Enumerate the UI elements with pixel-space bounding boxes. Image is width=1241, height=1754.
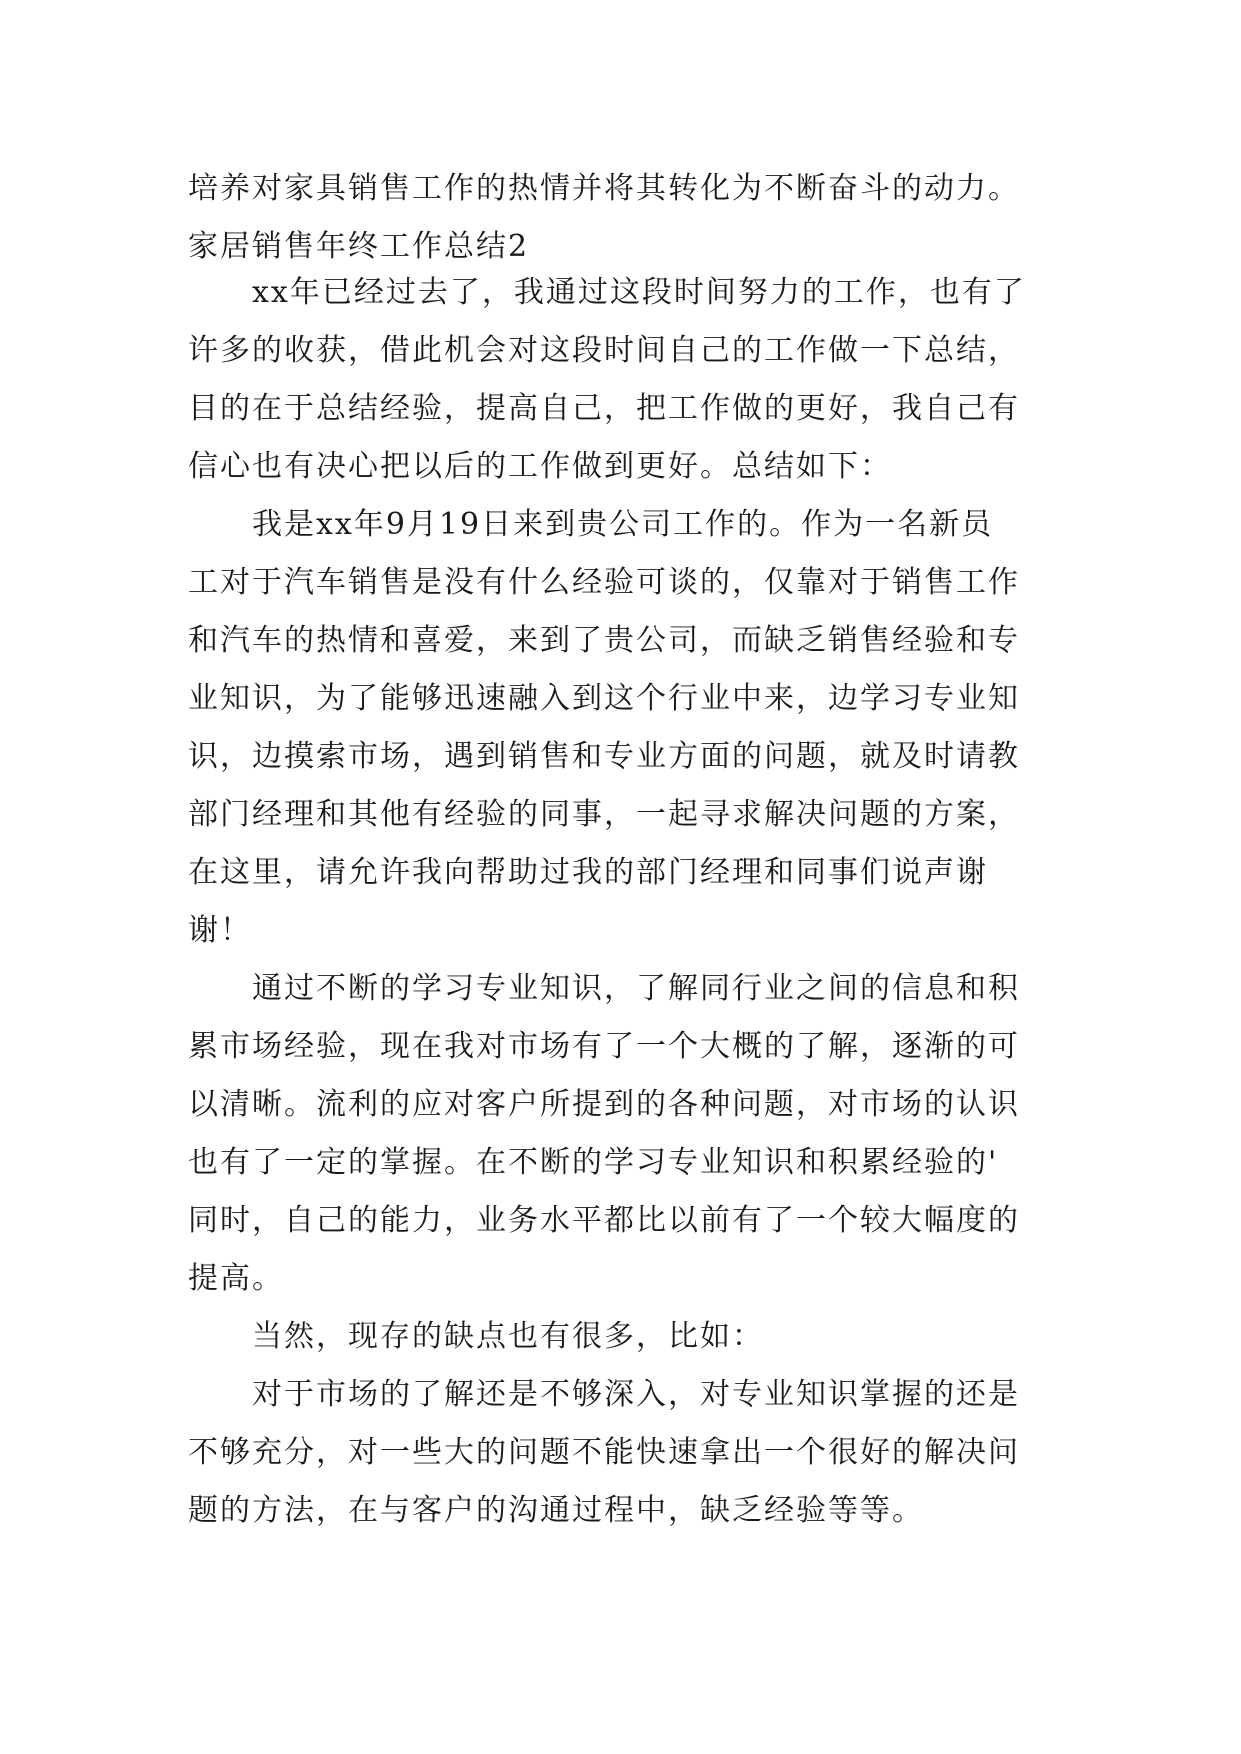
text-line: 业知识，为了能够迅速融入到这个行业中来，边学习专业知 xyxy=(188,681,1020,716)
text-line: 在这里，请允许我向帮助过我的部门经理和同事们说声谢 xyxy=(188,855,988,890)
text-line: 信心也有决心把以后的工作做到更好。总结如下： xyxy=(188,449,892,484)
text-line: 部门经理和其他有经验的同事，一起寻求解决问题的方案， xyxy=(188,797,1020,832)
text-line: 通过不断的学习专业知识，了解同行业之间的信息和积 xyxy=(188,971,1020,1006)
text-line: xx年已经过去了，我通过这段时间努力的工作，也有了 xyxy=(188,275,1026,310)
text-line: 提高。 xyxy=(188,1261,284,1296)
text-line: 不够充分，对一些大的问题不能快速拿出一个很好的解决问 xyxy=(188,1435,1020,1470)
text-line: 目的在于总结经验，提高自己，把工作做的更好，我自己有 xyxy=(188,391,1020,426)
text-line: 识，边摸索市场，遇到销售和专业方面的问题，就及时请教 xyxy=(188,739,1020,774)
text-line: 谢！ xyxy=(188,913,252,948)
text-line: 当然，现存的缺点也有很多，比如： xyxy=(188,1319,764,1354)
text-line: 题的方法，在与客户的沟通过程中，缺乏经验等等。 xyxy=(188,1493,924,1528)
text-line: 也有了一定的掌握。在不断的学习专业知识和积累经验的' xyxy=(188,1145,999,1180)
text-line: 培养对家具销售工作的热情并将其转化为不断奋斗的动力。 xyxy=(188,171,1020,206)
document-body xyxy=(188,160,1058,1540)
text-line: 对于市场的了解还是不够深入，对专业知识掌握的还是 xyxy=(188,1377,1020,1412)
text-line: 累市场经验，现在我对市场有了一个大概的了解，逐渐的可 xyxy=(188,1029,1020,1064)
text-line: 我是xx年9月19日来到贵公司工作的。作为一名新员 xyxy=(188,507,994,542)
text-line: 和汽车的热情和喜爱，来到了贵公司，而缺乏销售经验和专 xyxy=(188,623,1020,658)
section-title: 家居销售年终工作总结2 xyxy=(188,229,530,264)
text-line: 许多的收获，借此机会对这段时间自己的工作做一下总结， xyxy=(188,333,1020,368)
text-line: 同时，自己的能力，业务水平都比以前有了一个较大幅度的 xyxy=(188,1203,1020,1238)
text-line: 以清晰。流利的应对客户所提到的各种问题，对市场的认识 xyxy=(188,1087,1020,1122)
text-line: 工对于汽车销售是没有什么经验可谈的，仅靠对于销售工作 xyxy=(188,565,1020,600)
